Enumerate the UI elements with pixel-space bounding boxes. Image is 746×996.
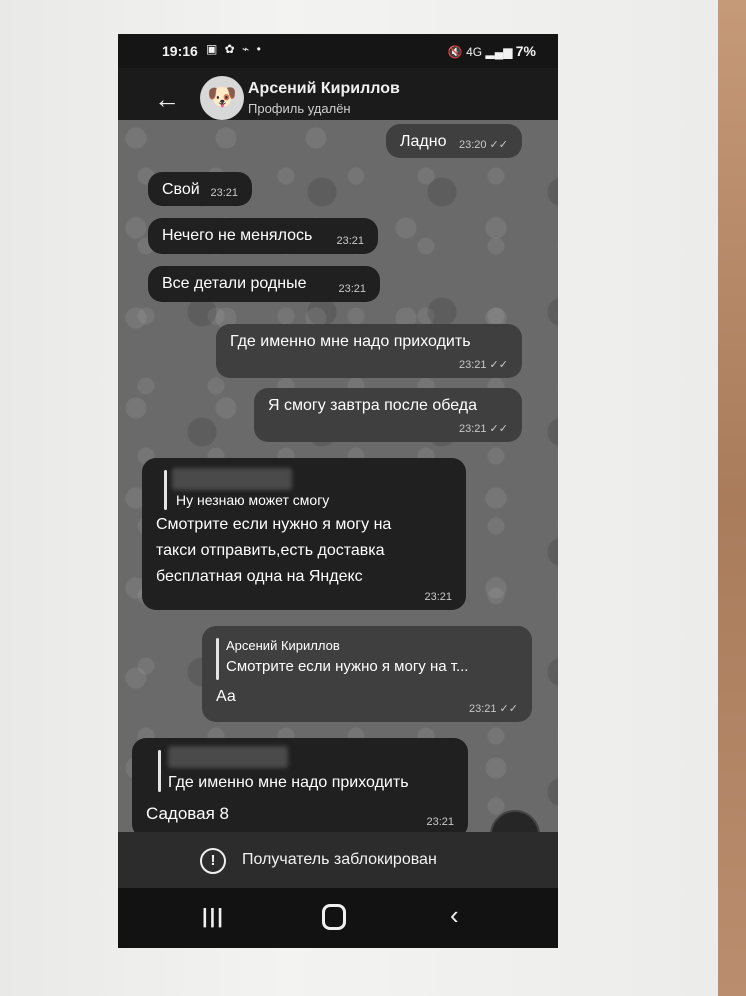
message-text: Нечего не менялось	[162, 227, 313, 244]
quoted-text: Смотрите если нужно я могу на т...	[226, 658, 469, 675]
message-bubble[interactable]	[216, 324, 522, 378]
chat-area[interactable]	[118, 120, 558, 832]
message-time: 23:21	[426, 816, 454, 828]
quoted-text: Ну незнаю может смогу	[176, 492, 330, 508]
reply-indicator	[158, 750, 161, 792]
blocked-banner	[118, 832, 558, 888]
message-time: 23:21 ✓✓	[458, 359, 508, 371]
message-text: Аа	[216, 688, 236, 705]
message-time: 23:21	[338, 283, 366, 295]
redacted-name	[172, 468, 292, 490]
message-time: 23:21	[210, 187, 238, 199]
message-time: 23:21	[336, 235, 364, 247]
recent-apps-icon[interactable]: |||	[202, 906, 225, 928]
message-text: Все детали родные	[162, 275, 307, 292]
reply-indicator	[216, 638, 219, 680]
status-time: 19:16	[162, 43, 198, 59]
message-text: Я смогу завтра после обеда	[268, 397, 478, 414]
message-time: 23:21 ✓✓	[468, 703, 518, 715]
notification-icons: ▣ ✿ ⌁ •	[206, 42, 263, 56]
message-bubble-with-reply[interactable]	[142, 458, 466, 610]
message-time: 23:20 ✓✓	[458, 139, 508, 151]
quoted-text: Где именно мне надо приходить	[168, 774, 409, 791]
signal-icons: 🔇 4G ▂▄▆	[447, 45, 513, 59]
system-nav-bar	[118, 888, 558, 948]
status-right	[448, 43, 536, 59]
message-bubble[interactable]	[254, 388, 522, 442]
quoted-author: Арсений Кириллов	[226, 638, 340, 653]
back-arrow-icon[interactable]: ←	[154, 84, 180, 114]
table-surface	[718, 0, 746, 996]
redacted-name	[168, 746, 288, 768]
message-time: 23:21	[424, 591, 452, 603]
contact-status: Профиль удалён	[248, 101, 351, 116]
phone-screen	[118, 34, 558, 948]
battery-level: 7%	[515, 43, 536, 59]
message-line: бесплатная одна на Яндекс	[156, 568, 363, 585]
message-text: Где именно мне надо приходить	[230, 333, 471, 350]
message-text: Ладно	[400, 133, 447, 150]
message-text: Свой	[162, 181, 200, 198]
info-icon: !	[200, 848, 226, 874]
contact-name[interactable]: Арсений Кириллов	[248, 80, 400, 97]
message-bubble-with-reply[interactable]	[202, 626, 532, 722]
message-text: Садовая 8	[146, 804, 229, 823]
message-bubble[interactable]	[148, 266, 380, 302]
message-line: Смотрите если нужно я могу на	[156, 516, 392, 533]
message-bubble-with-reply[interactable]	[132, 738, 468, 838]
message-time: 23:21 ✓✓	[458, 423, 508, 435]
status-bar	[118, 34, 558, 68]
home-icon[interactable]	[322, 904, 346, 930]
avatar[interactable]: 🐶	[200, 76, 244, 120]
reply-indicator	[164, 470, 167, 510]
message-bubble[interactable]	[148, 172, 252, 206]
blocked-message: Получатель заблокирован	[242, 851, 437, 868]
message-line: такси отправить,есть доставка	[156, 542, 385, 559]
message-bubble[interactable]	[386, 124, 522, 158]
message-bubble[interactable]	[148, 218, 378, 254]
back-chevron-icon[interactable]: ‹	[450, 900, 459, 930]
